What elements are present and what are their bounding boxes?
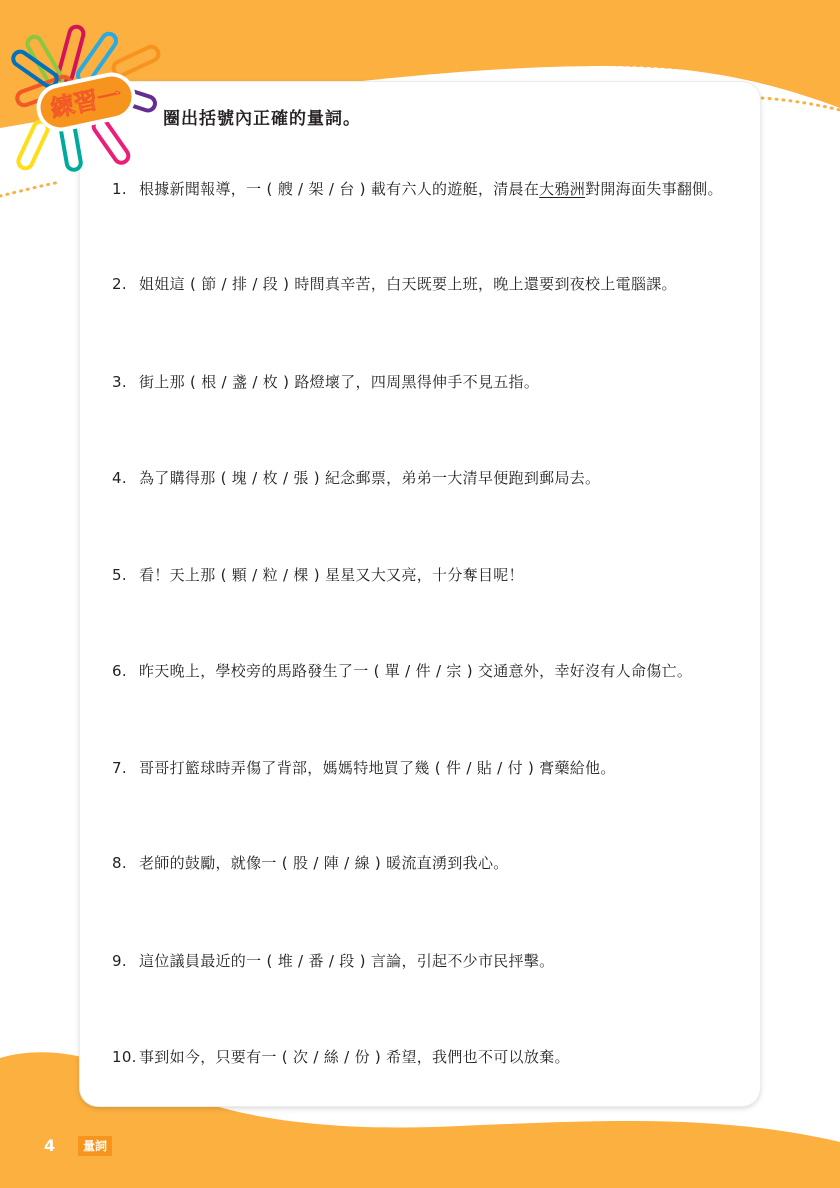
- question-number: 2.: [112, 275, 127, 293]
- question-text: 這位議員最近的一 ( 堆 / 番 / 段 ) 言論，引起不少市民抨擊。: [139, 952, 555, 970]
- badge-label: 練習一: [47, 80, 125, 124]
- question-number: 8.: [112, 854, 127, 872]
- instruction: 圈出括號內正確的量詞。: [163, 109, 361, 129]
- question-text: 為了購得那 ( 塊 / 枚 / 張 ) 紀念郵票，弟弟一大清早便跑到郵局去。: [139, 469, 601, 487]
- question-1: [112, 178, 723, 200]
- question-text: 對開海面失事翻側。: [585, 180, 723, 198]
- question-6: [112, 660, 692, 682]
- question-7: [112, 757, 616, 779]
- question-text: 姐姐這 ( 節 / 排 / 段 ) 時間真辛苦，白天既要上班，晚上還要到夜校上電腦課。: [139, 275, 677, 293]
- place-name: 大鴉洲: [539, 180, 586, 198]
- question-3: [112, 371, 539, 393]
- question-text: 看！天上那 ( 顆 / 粒 / 棵 ) 星星又大又亮，十分奪目呢！: [139, 566, 524, 584]
- question-text: 根據新聞報導，一 ( 艘 / 架 / 台 ) 載有六人的遊艇，清晨在: [139, 180, 540, 198]
- question-4: [112, 467, 600, 489]
- chapter-tag: 量詞: [78, 1136, 112, 1156]
- question-text: 昨天晚上，學校旁的馬路發生了一 ( 單 / 件 / 宗 ) 交通意外，幸好沒有人命傷亡。: [139, 662, 693, 680]
- question-number: 9.: [112, 952, 127, 970]
- question-number: 7.: [112, 759, 127, 777]
- question-8: [112, 852, 509, 874]
- question-5: [112, 564, 524, 586]
- question-number: 4.: [112, 469, 127, 487]
- page-number: 4: [44, 1136, 56, 1155]
- paperclip-badge-icon: [4, 24, 164, 174]
- question-text: 街上那 ( 根 / 盞 / 枚 ) 路燈壞了，四周黑得伸手不見五指。: [139, 373, 540, 391]
- question-number: 6.: [112, 662, 127, 680]
- question-text: 事到如今，只要有一 ( 次 / 絲 / 份 ) 希望，我們也不可以放棄。: [139, 1048, 570, 1066]
- question-number: 1.: [112, 180, 127, 198]
- question-number: 10.: [112, 1048, 137, 1066]
- question-10: [112, 1046, 570, 1068]
- question-2: [112, 273, 677, 295]
- question-9: [112, 950, 554, 972]
- question-text: 老師的鼓勵，就像一 ( 股 / 陣 / 線 ) 暖流直湧到我心。: [139, 854, 509, 872]
- question-number: 3.: [112, 373, 127, 391]
- question-text: 哥哥打籃球時弄傷了背部，媽媽特地買了幾 ( 件 / 貼 / 付 ) 膏藥給他。: [139, 759, 616, 777]
- question-number: 5.: [112, 566, 127, 584]
